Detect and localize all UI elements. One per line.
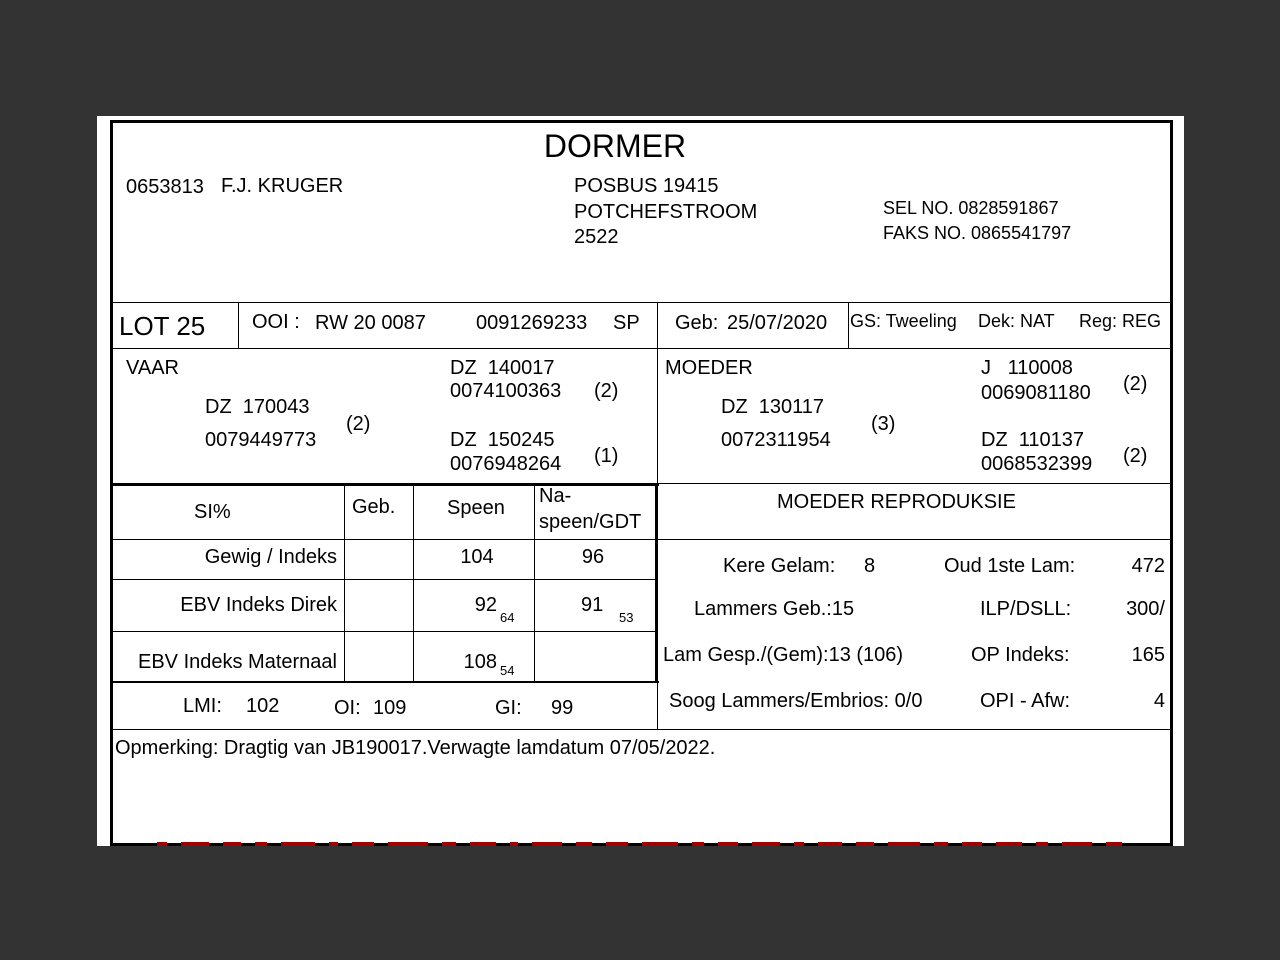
lam-gesp: Lam Gesp./(Gem):13 (106): [663, 644, 904, 666]
soog-lammers: Soog Lammers/Embrios: 0/0: [669, 690, 923, 712]
moeder-sire-count: (2): [1123, 373, 1148, 395]
vaar-id: DZ 170043: [205, 396, 310, 418]
row1-naspeen: 96: [581, 546, 605, 568]
divider-row3: [113, 681, 659, 683]
faks-number: FAKS NO. 0865541797: [883, 223, 1072, 243]
vaar-label: VAAR: [126, 357, 179, 379]
remark: Opmerking: Dragtig van JB190017.Verwagte lamdatum 07/05/2022.: [115, 737, 716, 759]
op-label: OP Indeks:: [971, 644, 1070, 666]
oud-label: Oud 1ste Lam:: [944, 555, 1076, 577]
geb-label: Geb:: [675, 312, 719, 334]
owner-code: 0653813: [126, 176, 204, 198]
ilp-label: ILP/DSLL:: [980, 598, 1072, 620]
row1-speen: 104: [460, 546, 494, 568]
divider-perf-thick: [113, 484, 659, 486]
vaar-dam-no: 0076948264: [450, 453, 562, 475]
ooi-reg-suffix: SP: [613, 312, 640, 334]
vaar-count: (2): [346, 413, 371, 435]
header-naspeen-2: speen/GDT: [539, 511, 642, 533]
vline-speen: [534, 484, 535, 682]
moeder-id: DZ 130117: [721, 396, 825, 418]
vaar-no: 0079449773: [205, 429, 317, 451]
address-line-2: POTCHEFSTROOM: [574, 201, 758, 223]
divider-row1: [113, 579, 657, 580]
ooi-reg-no: 0091269233: [476, 312, 588, 334]
lot-number: LOT 25: [119, 311, 206, 341]
moeder-dam-count: (2): [1123, 445, 1148, 467]
dek-status: Dek: NAT: [978, 311, 1055, 331]
opi-value: 4: [1153, 690, 1165, 712]
moeder-count: (3): [871, 413, 896, 435]
address-line-1: POSBUS 19415: [574, 175, 719, 197]
oi-value: 109: [373, 697, 407, 719]
gi-value: 99: [551, 697, 574, 719]
row2-label: EBV Indeks Direk: [180, 594, 337, 616]
owner-name: F.J. KRUGER: [221, 175, 344, 197]
lot-card: [97, 116, 1184, 846]
row2-speen: 92: [474, 594, 497, 616]
row2-naspeen-sub: 53: [619, 610, 634, 625]
header-geb: Geb.: [352, 496, 396, 518]
oud-value: 472: [1131, 555, 1165, 577]
header-speen: Speen: [447, 497, 505, 519]
geb-date: 25/07/2020: [727, 312, 828, 334]
vaar-sire-count: (2): [594, 380, 619, 402]
header-naspeen-1: Na-: [539, 485, 572, 507]
divider-lot: [113, 348, 1171, 349]
oi-label: OI:: [334, 697, 361, 719]
divider-index: [113, 729, 1171, 730]
reproduction-title: MOEDER REPRODUKSIE: [777, 491, 1016, 513]
row3-label: EBV Indeks Maternaal: [138, 651, 337, 673]
divider-perf-header: [113, 539, 1171, 540]
vline-gs: [848, 302, 849, 348]
sel-number: SEL NO. 0828591867: [883, 198, 1059, 218]
divider-row2: [113, 631, 657, 632]
moeder-sire-id: J 110008: [981, 357, 1073, 379]
header-si: SI%: [194, 501, 231, 523]
op-value: 165: [1131, 644, 1165, 666]
vaar-dam-id: DZ 150245: [450, 429, 555, 451]
vaar-sire-no: 0074100363: [450, 380, 562, 402]
ooi-label: OOI :: [252, 311, 300, 333]
row2-speen-sub: 64: [500, 610, 515, 625]
gi-label: GI:: [495, 697, 522, 719]
breed-title: DORMER: [543, 128, 687, 164]
moeder-dam-no: 0068532399: [981, 453, 1093, 475]
footer-red-dashes: [157, 842, 1137, 846]
vaar-dam-count: (1): [594, 445, 619, 467]
opi-label: OPI - Afw:: [980, 690, 1071, 712]
moeder-sire-no: 0069081180: [981, 382, 1091, 404]
kere-label: Kere Gelam:: [723, 555, 836, 577]
gs-status: GS: Tweeling: [850, 311, 957, 331]
moeder-label: MOEDER: [665, 357, 753, 379]
ilp-value: 300/: [1126, 598, 1165, 620]
address-line-3: 2522: [574, 226, 619, 248]
moeder-no: 0072311954: [721, 429, 831, 451]
vline-si: [344, 484, 345, 682]
vline-perf-right: [655, 484, 658, 683]
row2-naspeen: 91: [581, 594, 604, 616]
frame-top: [110, 120, 1173, 123]
lammers-geb: Lammers Geb.:15: [694, 598, 855, 620]
row1-label: Gewig / Indeks: [204, 546, 337, 568]
vline-geb-col: [413, 484, 414, 682]
divider-header: [113, 302, 1171, 303]
vline-lot: [238, 302, 239, 348]
row3-speen: 108: [463, 651, 497, 673]
row3-speen-sub: 54: [500, 663, 515, 678]
lmi-label: LMI:: [183, 695, 222, 717]
ooi-id: RW 20 0087: [315, 312, 426, 334]
lmi-value: 102: [246, 695, 280, 717]
reg-status: Reg: REG: [1079, 311, 1162, 331]
vaar-sire-id: DZ 140017: [450, 357, 555, 379]
kere-value: 8: [864, 555, 876, 577]
moeder-dam-id: DZ 110137: [981, 429, 1085, 451]
